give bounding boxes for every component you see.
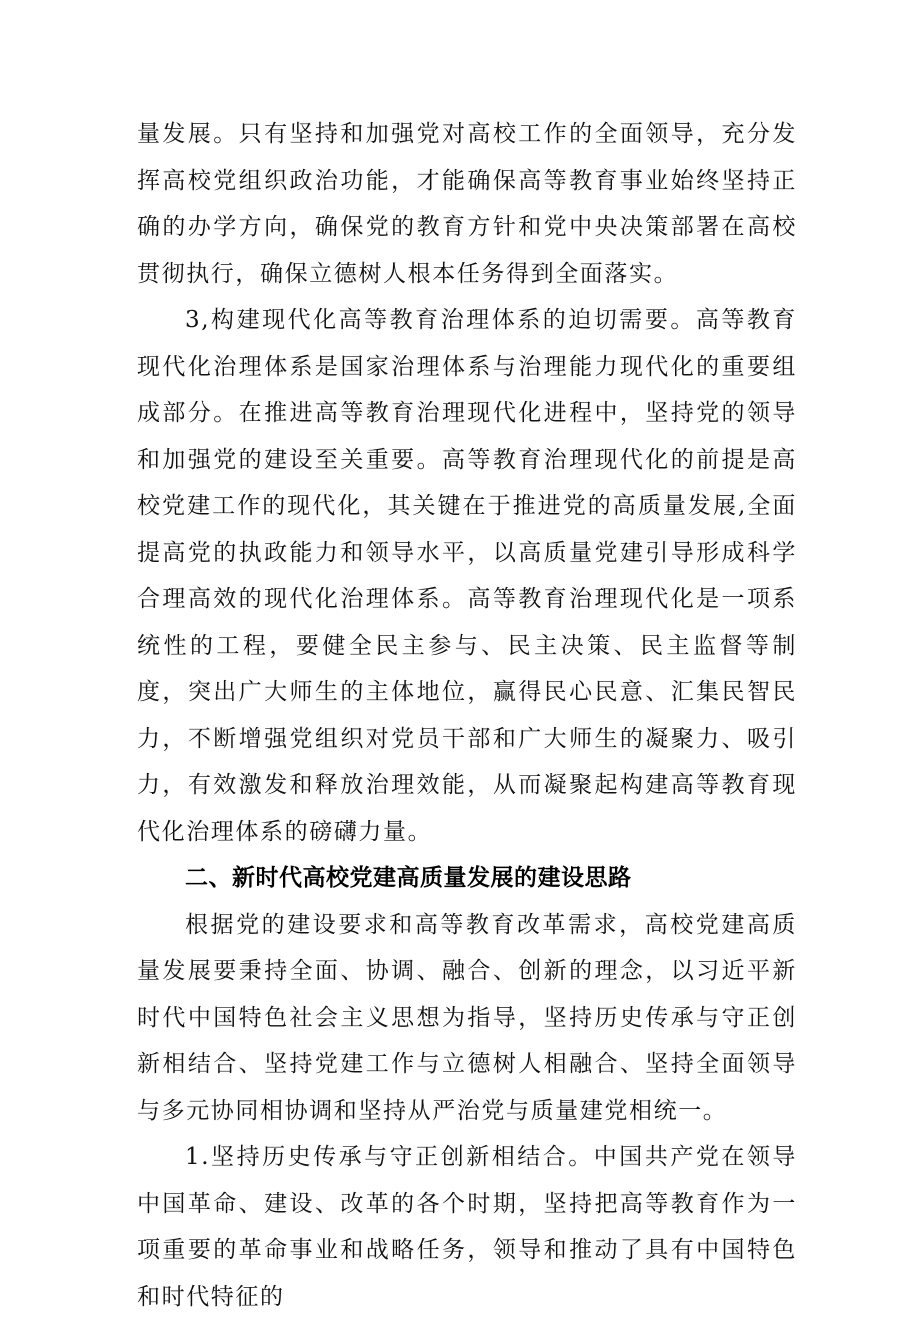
document-body	[137, 111, 797, 1320]
paragraph-construction-principles: 根据党的建设要求和高等教育改革需求，高校党建高质量发展要秉持全面、协调、融合、创新的理念，以习近平新时代中国特色社会主义思想为指导，坚持历史传承与守正创新相结合、坚持党建工作与立德树人相融合、坚持全面领导与多元协同相协调和坚持从严治党与质量建党相统一。	[137, 911, 797, 1124]
paragraph-history-innovation: 1.坚持历史传承与守正创新相结合。中国共产党在领导中国革命、建设、改革的各个时期，坚持把高等教育作为一项重要的革命事业和战略任务，领导和推动了具有中国特色和时代特征的	[137, 1144, 797, 1310]
paragraph-governance-system: 3,构建现代化高等教育治理体系的迫切需要。高等教育现代化治理体系是国家治理体系与治理能力现代化的重要组成部分。在推进高等教育治理现代化进程中，坚持党的领导和加强党的建设至关重要。高等教育治理现代化的前提是高校党建工作的现代化，其关键在于推进党的高质量发展,全面提高党的执政能力和领导水平，以高质量党建引导形成科学合理高效的现代化治理体系。高等教育治理现代化是一项系统性的工程，要健全民主参与、民主决策、民主监督等制度，突出广大师生的主体地位，赢得民心民意、汇集民智民力，不断增强党组织对党员干部和广大师生的凝聚力、吸引力，有效激发和释放治理效能，从而凝聚起构建高等教育现代化治理体系的磅礴力量。	[137, 307, 797, 845]
paragraph-party-leadership: 量发展。只有坚持和加强党对高校工作的全面领导，充分发挥高校党组织政治功能，才能确保高等教育事业始终坚持正确的办学方向，确保党的教育方针和党中央决策部署在高校贯彻执行，确保立德树人根本任务得到全面落实。	[137, 121, 797, 287]
section-heading-construction-ideas: 二、新时代高校党建高质量发展的建设思路	[185, 865, 632, 891]
